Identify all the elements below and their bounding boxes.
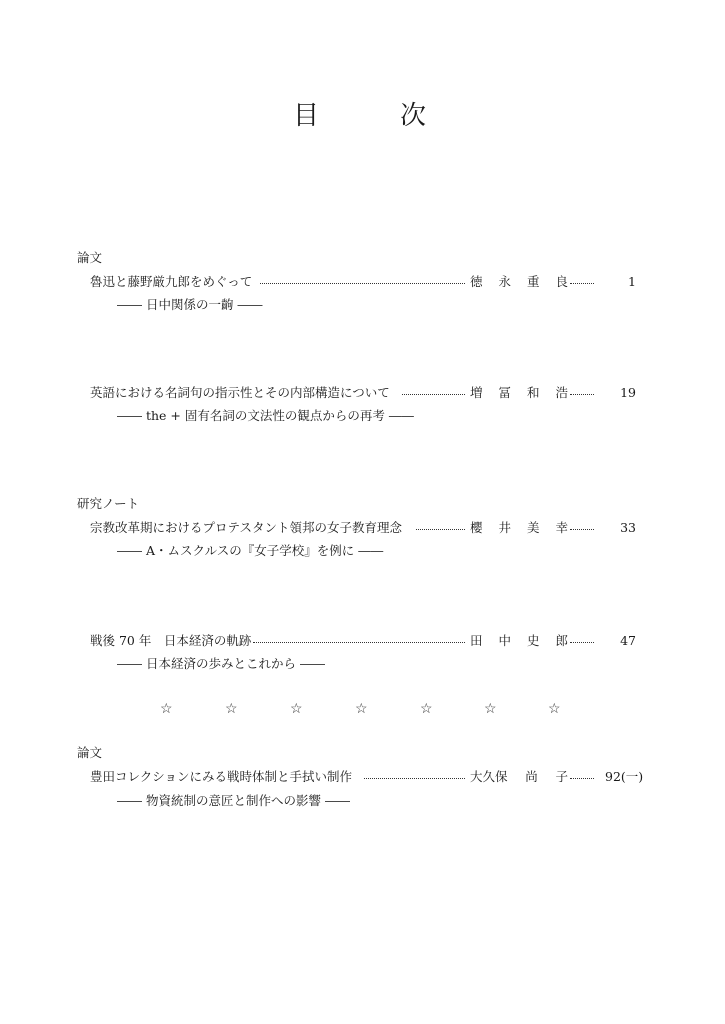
leader-dots xyxy=(402,393,465,395)
leader-dots xyxy=(416,528,465,530)
entry-author xyxy=(470,632,568,650)
toc-entry[interactable] xyxy=(90,273,650,291)
title-char-1: 目 xyxy=(293,101,320,131)
toc-entry[interactable] xyxy=(90,768,650,786)
page-number: 47 xyxy=(620,633,636,648)
star-icon: ☆ xyxy=(290,701,303,717)
author-char: 尚 xyxy=(525,769,538,784)
entry-author xyxy=(470,768,568,786)
author-char: 美 xyxy=(526,520,540,535)
author-name: 大久保 xyxy=(470,769,508,784)
entry-subtitle: ―― 日中関係の一齣 ―― xyxy=(117,297,263,312)
author-char: 浩 xyxy=(555,385,568,400)
entry-title: 英語における名詞句の指示性とその内部構造について xyxy=(90,385,390,400)
leader-dots xyxy=(364,777,465,779)
toc-entry[interactable] xyxy=(90,384,650,402)
star-icon: ☆ xyxy=(548,701,561,717)
leader-dots xyxy=(570,282,594,284)
star-icon: ☆ xyxy=(225,701,238,717)
entry-title: 豊田コレクションにみる戦時体制と手拭い制作 xyxy=(90,769,353,784)
page-number: 1 xyxy=(628,274,636,289)
entry-author xyxy=(470,273,568,291)
author-char: 和 xyxy=(526,385,540,400)
author-char: 中 xyxy=(498,633,511,648)
entry-title: 宗教改革期におけるプロテスタント領邦の女子教育理念 xyxy=(90,520,403,535)
toc-entry[interactable] xyxy=(90,519,650,537)
entry-author xyxy=(470,519,568,537)
section-label: 研究ノート xyxy=(77,496,140,511)
entry-title: 魯迅と藤野厳九郎をめぐって xyxy=(90,274,253,289)
author-char: 井 xyxy=(498,520,511,535)
author-char: 冨 xyxy=(498,385,511,400)
entry-subtitle: ―― 日本経済の歩みとこれから ―― xyxy=(117,656,325,671)
toc-entry[interactable] xyxy=(90,632,650,650)
leader-dots xyxy=(570,528,594,530)
author-char: 田 xyxy=(470,633,483,648)
author-char: 子 xyxy=(555,769,568,784)
author-char: 徳 xyxy=(470,274,483,289)
star-icon: ☆ xyxy=(355,701,368,717)
author-char: 櫻 xyxy=(470,520,483,535)
section-label: 論文 xyxy=(77,250,103,265)
star-icon: ☆ xyxy=(160,701,173,717)
section-label: 論文 xyxy=(77,745,103,760)
star-divider xyxy=(0,700,725,720)
author-char: 永 xyxy=(498,274,511,289)
leader-dots xyxy=(570,393,594,395)
leader-dots xyxy=(253,641,465,643)
entry-title: 戦後 70 年 日本経済の軌跡 xyxy=(90,633,252,648)
entry-subtitle: ―― A・ムスクルスの『女子学校』を例に ―― xyxy=(117,543,384,558)
page-title xyxy=(0,98,725,134)
author-char: 良 xyxy=(555,274,568,289)
title-char-2: 次 xyxy=(400,101,427,131)
page-number: 92(一) xyxy=(605,769,644,784)
author-char: 郎 xyxy=(555,633,568,648)
page-number: 19 xyxy=(620,385,636,400)
author-char: 重 xyxy=(526,274,540,289)
author-char: 史 xyxy=(526,633,540,648)
entry-subtitle: ―― 物資統制の意匠と制作への影響 ―― xyxy=(117,793,350,808)
star-icon: ☆ xyxy=(484,701,497,717)
author-char: 幸 xyxy=(555,520,568,535)
leader-dots xyxy=(570,641,594,643)
page-number: 33 xyxy=(620,520,636,535)
entry-subtitle: ―― the + 固有名詞の文法性の観点からの再考 ―― xyxy=(117,408,414,423)
leader-dots xyxy=(260,282,465,284)
author-char: 増 xyxy=(470,385,483,400)
entry-author xyxy=(470,384,568,402)
star-icon: ☆ xyxy=(420,701,433,717)
leader-dots xyxy=(570,777,594,779)
